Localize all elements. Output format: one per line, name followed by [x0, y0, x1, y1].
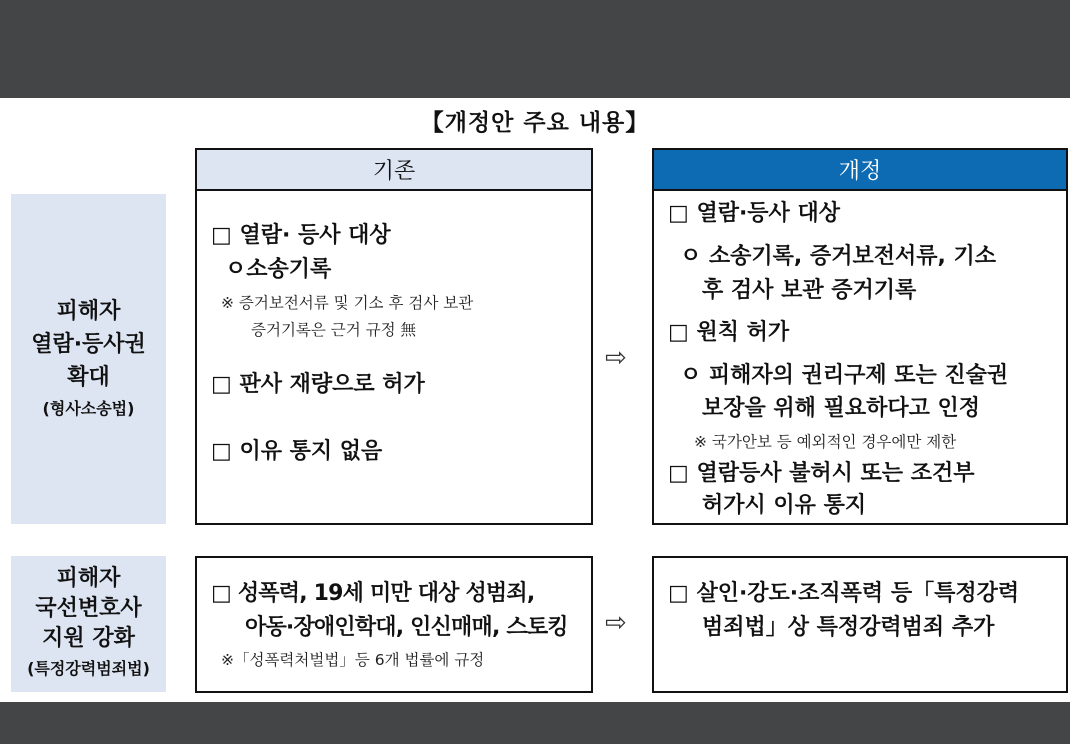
page-title: 【개정안 주요 내용】 — [420, 110, 650, 136]
row1-existing-item1-sub: ㅇ소송기록 — [225, 257, 332, 282]
row2-existing-line1: □ 성폭력, 19세 미만 대상 성범죄, — [211, 581, 535, 606]
row1-law: (형사소송법) — [42, 398, 135, 418]
revised-header: 개정 — [652, 148, 1068, 191]
row1-revised-sub1b: 후 검사 보관 증거기록 — [702, 278, 917, 303]
row2-existing-box — [195, 556, 593, 693]
row2-label-line3: 지원 강화 — [42, 626, 135, 651]
row2-label-line2: 국선변호사 — [35, 596, 142, 621]
row1-revised-item1: □ 열람·등사 대상 — [668, 201, 840, 226]
row2-label — [11, 556, 166, 692]
row2-existing-line2: 아동·장애인학대, 인신매매, 스토킹 — [245, 615, 568, 640]
row1-revised-sub1a: ㅇ 소송기록, 증거보전서류, 기소 — [680, 244, 996, 269]
row2-arrow-icon: ⇨ — [605, 608, 627, 638]
row1-label-line1: 피해자 — [56, 298, 121, 324]
row2-revised-line1: □ 살인·강도·조직폭력 등「특정강력 — [668, 581, 1020, 606]
existing-header: 기존 — [195, 148, 593, 191]
row1-label-line3: 확대 — [67, 364, 110, 390]
row1-label-line2: 열람·등사권 — [31, 331, 146, 357]
row1-revised-item2: □ 원칙 허가 — [668, 320, 790, 345]
row1-arrow-icon: ⇨ — [605, 343, 627, 373]
row2-revised-box — [652, 556, 1068, 693]
row1-existing-box — [195, 189, 593, 525]
document-page — [0, 98, 1070, 702]
row1-revised-item3a: □ 열람등사 불허시 또는 조건부 — [668, 461, 975, 486]
row1-existing-item1: □ 열람· 등사 대상 — [211, 223, 391, 248]
row1-revised-item3b: 허가시 이유 통지 — [702, 493, 867, 518]
row1-revised-sub2a: ㅇ 피해자의 권리구제 또는 진술권 — [680, 363, 1009, 388]
row1-revised-note: ※ 국가안보 등 예외적인 경우에만 제한 — [694, 433, 957, 451]
row1-label — [11, 194, 166, 524]
row2-label-line1: 피해자 — [56, 566, 121, 591]
row1-revised-box — [652, 189, 1068, 525]
row2-law: (특정강력범죄법) — [27, 659, 150, 678]
row1-existing-note1: ※ 증거보전서류 및 기소 후 검사 보관 — [221, 294, 474, 312]
row1-existing-note2: 증거기록은 근거 규정 無 — [251, 321, 417, 339]
row2-revised-line2: 범죄법」상 특정강력범죄 추가 — [702, 615, 995, 640]
row1-existing-item3: □ 이유 통지 없음 — [211, 439, 383, 464]
row1-existing-item2: □ 판사 재량으로 허가 — [211, 372, 425, 397]
row1-revised-sub2b: 보장을 위해 필요하다고 인정 — [702, 396, 981, 421]
row2-existing-note: ※「성폭력처벌법」등 6개 법률에 규정 — [221, 651, 485, 669]
